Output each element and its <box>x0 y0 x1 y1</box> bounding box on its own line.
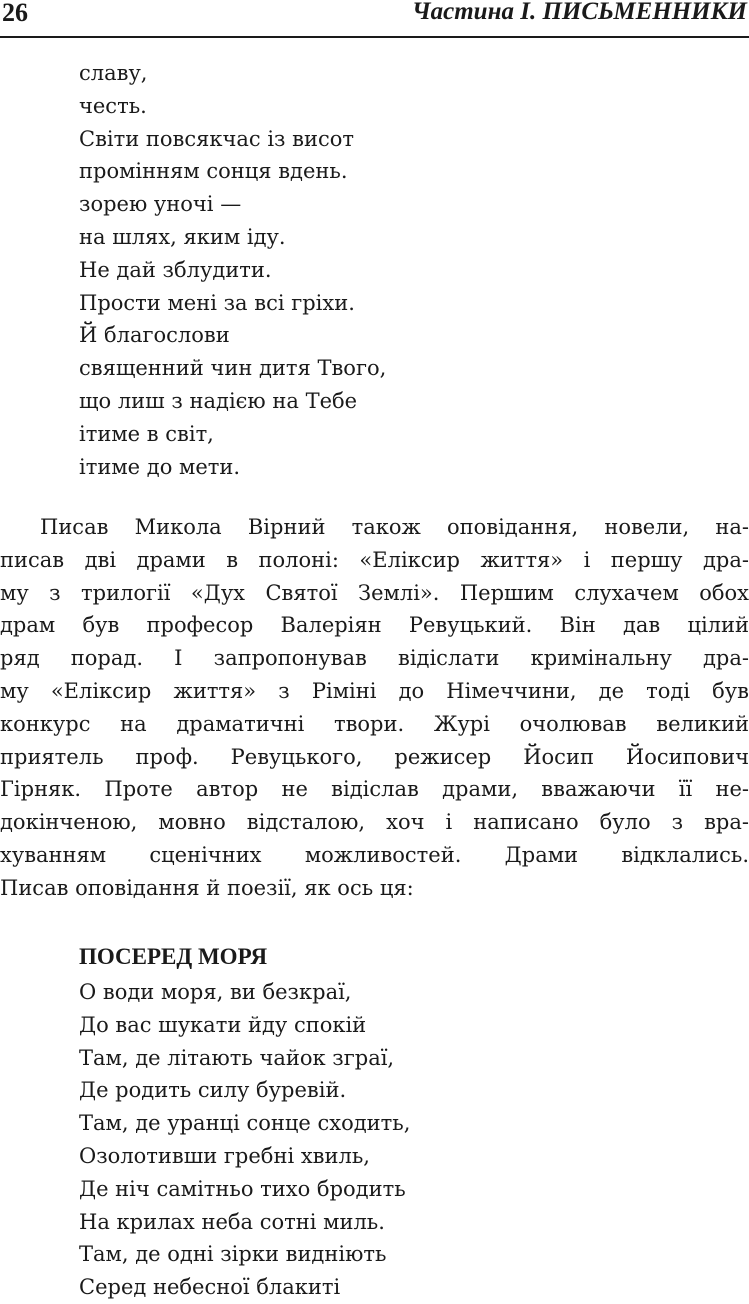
prose-line: конкурс на драматичні твори. Журі очолював великий <box>0 711 749 736</box>
page-number: 26 <box>2 0 28 27</box>
prose-line: му «Еліксир життя» з Ріміні до Німеччини, де тоді був <box>0 678 749 703</box>
poem-posered-morya <box>79 938 410 1304</box>
prose-line: писав дві драми в полоні: «Еліксир життя» і першу дра- <box>0 547 749 572</box>
poem-prayer <box>79 57 386 483</box>
verse-line: зорею уночі — <box>79 192 242 217</box>
prose-line: му з трилогії «Дух Святої Землі». Першим слухачем обох <box>0 580 749 605</box>
verse-line: Й благослови <box>79 323 230 348</box>
verse-line: що лиш з надією на Тебе <box>79 388 358 413</box>
verse-line: Де родить силу буревій. <box>79 1078 347 1103</box>
verse-line: Там, де літають чайок зграї, <box>79 1045 395 1070</box>
verse-line: Прости мені за всі гріхи. <box>79 290 355 315</box>
verse-line: славу, <box>79 61 148 85</box>
verse-line: на шлях, яким іду. <box>79 224 286 249</box>
verse-line: На крилах неба сотні миль. <box>79 1209 385 1234</box>
verse-line: ітиме до мети. <box>79 454 241 479</box>
verse-line: О води моря, ви безкраї, <box>79 980 352 1004</box>
verse-line: честь. <box>79 93 147 118</box>
verse-line: Не дай зблудити. <box>79 257 272 282</box>
verse-line: Там, де уранці сонце сходить, <box>79 1111 411 1136</box>
prose-line: Писав оповідання й поезії, як ось ця: <box>0 875 414 900</box>
verse-line: Там, де одні зірки видніють <box>79 1242 387 1267</box>
verse-line: Світи повсякчас із висот <box>79 126 355 151</box>
verse-line: Озолотивши гребні хвиль, <box>79 1143 370 1168</box>
verse-line: До вас шукати йду спокій <box>79 1012 367 1037</box>
page-header <box>0 0 749 38</box>
prose-line: докінченою, мовно відсталою, хоч і написано було з вра- <box>0 810 749 835</box>
prose-paragraph <box>0 511 749 905</box>
verse-line: Серед небесної блакиті <box>79 1275 341 1300</box>
prose-line: ряд порад. І запропонував відіслати кримінальну дра- <box>0 646 749 671</box>
verse-line: ітиме в світ, <box>79 421 214 446</box>
verse-line: Де ніч самітньо тихо бродить <box>79 1176 406 1201</box>
verse-line: священний чин дитя Твого, <box>79 356 387 381</box>
prose-line: Гірняк. Проте автор не відіслав драми, вважаючи її не- <box>0 777 749 802</box>
verse-line: промінням сонця вдень. <box>79 159 348 184</box>
prose-line: хуванням сценічних можливостей. Драми відклались. <box>0 842 749 867</box>
prose-line: приятель проф. Ревуцького, режисер Йосип Йосипович <box>0 744 749 769</box>
prose-line: драм був професор Валеріян Ревуцький. Він дав цілий <box>0 613 749 638</box>
poem-title: ПОСЕРЕД МОРЯ <box>79 944 268 969</box>
running-head: Частина I. ПИСЬМЕННИКИ <box>411 0 747 25</box>
prose-line: Писав Микола Вірний також оповідання, новели, на- <box>40 515 749 539</box>
